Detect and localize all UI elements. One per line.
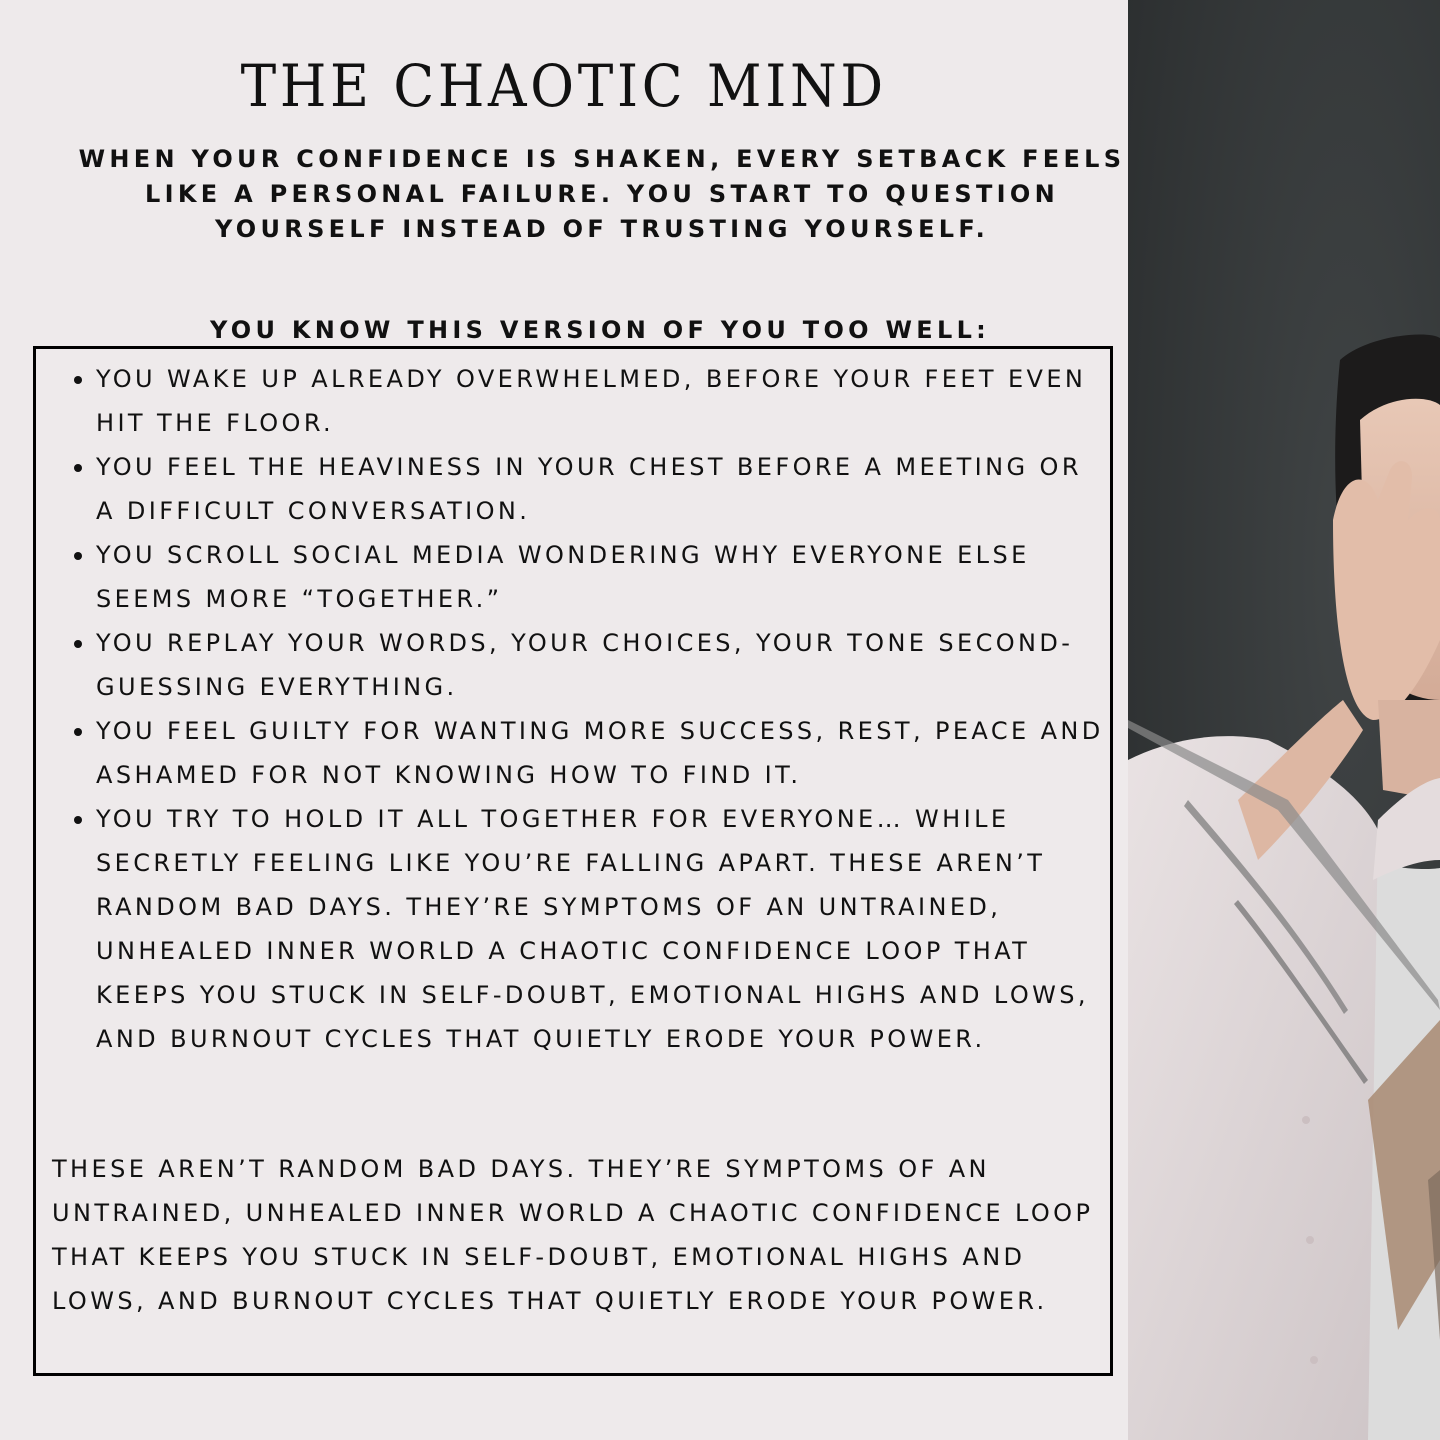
list-item: YOU TRY TO HOLD IT ALL TOGETHER FOR EVERYONE… WHILE SECRETLY FEELING LIKE YOU’RE FALLING APART. THESE AREN’T RANDOM BAD DAYS. THEY’RE SYMPTOMS OF AN UNTRAINED, UNHEALED INNER WORLD A CHAOTIC CONFIDENCE LOOP THAT KEEPS YOU STUCK IN SELF-DOUBT, EMOTIONAL HIGHS AND LOWS, AND BURNOUT CYCLES THAT QUIETLY ERODE YOUR POWER.	[62, 797, 1112, 1061]
page-title: THE CHAOTIC MIND	[240, 52, 887, 120]
list-item: YOU WAKE UP ALREADY OVERWHELMED, BEFORE YOUR FEET EVEN HIT THE FLOOR.	[62, 357, 1112, 445]
list-heading: YOU KNOW THIS VERSION OF YOU TOO WELL:	[209, 316, 991, 344]
woman-covering-face-photo	[1128, 0, 1440, 1440]
closing-paragraph: THESE AREN’T RANDOM BAD DAYS. THEY’RE SYMPTOMS OF AN UNTRAINED, UNHEALED INNER WORLD A CHAOTIC CONFIDENCE LOOP THAT KEEPS YOU STUCK IN SELF-DOUBT, EMOTIONAL HIGHS AND LOWS, AND BURNOUT CYCLES THAT QUIETLY ERODE YOUR POWER.	[52, 1155, 1094, 1315]
list-item: YOU FEEL THE HEAVINESS IN YOUR CHEST BEFORE A MEETING OR A DIFFICULT CONVERSATION.	[62, 445, 1112, 533]
list-item: YOU REPLAY YOUR WORDS, YOUR CHOICES, YOUR TONE SECOND-GUESSING EVERYTHING.	[62, 621, 1112, 709]
list-item: YOU SCROLL SOCIAL MEDIA WONDERING WHY EVERYONE ELSE SEEMS MORE “TOGETHER.”	[62, 533, 1112, 621]
intro-paragraph: WHEN YOUR CONFIDENCE IS SHAKEN, EVERY SETBACK FEELS LIKE A PERSONAL FAILURE. YOU START TO QUESTION YOURSELF INSTEAD OF TRUSTING YOURSELF.	[78, 145, 1126, 243]
symptom-list	[62, 357, 1112, 1061]
list-item: YOU FEEL GUILTY FOR WANTING MORE SUCCESS, REST, PEACE AND ASHAMED FOR NOT KNOWING HOW TO FIND IT.	[62, 709, 1112, 797]
